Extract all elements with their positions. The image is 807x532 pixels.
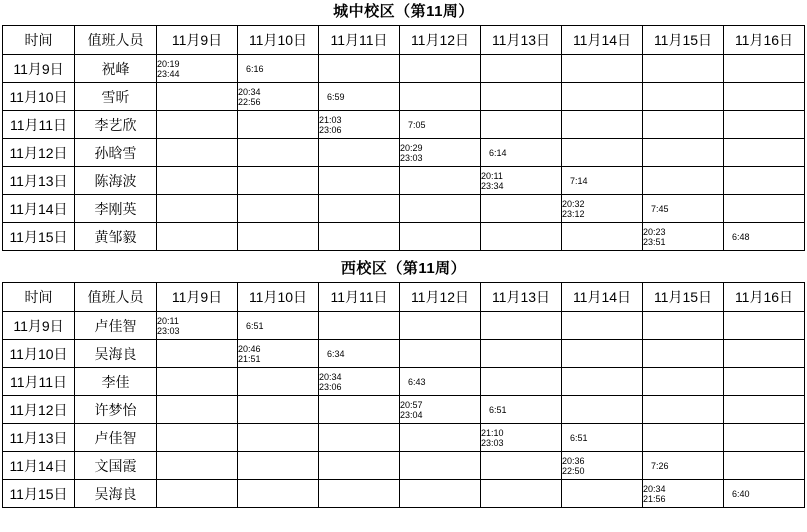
duty-cell (481, 111, 562, 139)
duty-cell (562, 167, 643, 195)
duty-time: 20:11 (481, 170, 503, 181)
schedule-table-chengzhong (2, 25, 805, 251)
duty-cell (643, 424, 724, 452)
duty-cell (400, 424, 481, 452)
duty-time: 23:03 (400, 152, 423, 163)
duty-cell (724, 195, 805, 223)
duty-cell (481, 167, 562, 195)
duty-cell (238, 55, 319, 83)
duty-cell (157, 139, 238, 167)
duty-cell (400, 83, 481, 111)
duty-cell (643, 480, 724, 508)
row-person: 吴海良 (75, 480, 157, 508)
duty-cell (481, 55, 562, 83)
duty-cell (238, 452, 319, 480)
duty-cell (724, 340, 805, 368)
duty-cell (400, 167, 481, 195)
header-time: 时间 (3, 283, 75, 312)
duty-cell (400, 111, 481, 139)
table-row (3, 452, 805, 480)
duty-cell (157, 223, 238, 251)
duty-cell (724, 139, 805, 167)
header-day-3: 11月11日 (319, 283, 400, 312)
duty-time: 20:57 (400, 399, 423, 410)
duty-cell (238, 139, 319, 167)
duty-time: 6:48 (732, 231, 750, 242)
table-row (3, 55, 805, 83)
duty-time: 6:51 (246, 320, 264, 331)
duty-time: 23:34 (481, 180, 504, 191)
duty-cell (481, 480, 562, 508)
header-day-3: 11月11日 (319, 26, 400, 55)
duty-cell (562, 452, 643, 480)
duty-cell (319, 223, 400, 251)
row-person: 李艺欣 (75, 111, 157, 139)
header-day-5: 11月13日 (481, 26, 562, 55)
table-row (3, 424, 805, 452)
header-day-7: 11月15日 (643, 26, 724, 55)
duty-cell (562, 55, 643, 83)
duty-time: 20:11 (157, 315, 179, 326)
duty-cell (400, 480, 481, 508)
duty-time: 21:51 (238, 353, 261, 364)
duty-time: 23:04 (400, 409, 423, 420)
table-body (3, 283, 805, 508)
duty-cell (319, 139, 400, 167)
row-date: 11月10日 (3, 83, 75, 111)
duty-cell (319, 111, 400, 139)
duty-cell (643, 195, 724, 223)
table-row (3, 396, 805, 424)
duty-cell (481, 340, 562, 368)
section-xi (0, 257, 807, 508)
table-row (3, 167, 805, 195)
duty-cell (643, 340, 724, 368)
row-date: 11月10日 (3, 340, 75, 368)
row-person: 祝峰 (75, 55, 157, 83)
header-day-5: 11月13日 (481, 283, 562, 312)
duty-cell (157, 167, 238, 195)
duty-cell (481, 312, 562, 340)
duty-cell (319, 424, 400, 452)
duty-cell (643, 167, 724, 195)
header-day-4: 11月12日 (400, 283, 481, 312)
duty-cell (238, 195, 319, 223)
duty-cell (562, 396, 643, 424)
duty-cell (643, 55, 724, 83)
duty-cell (562, 195, 643, 223)
duty-cell (238, 480, 319, 508)
duty-cell (400, 340, 481, 368)
duty-time: 22:56 (238, 96, 261, 107)
duty-cell (481, 396, 562, 424)
duty-cell (481, 83, 562, 111)
duty-cell (562, 139, 643, 167)
row-date: 11月13日 (3, 167, 75, 195)
duty-time: 6:51 (570, 432, 588, 443)
duty-time: 20:46 (238, 343, 261, 354)
duty-time: 6:34 (327, 348, 345, 359)
row-person: 许梦怡 (75, 396, 157, 424)
duty-cell (643, 368, 724, 396)
duty-cell (319, 480, 400, 508)
table-row (3, 139, 805, 167)
duty-cell (157, 424, 238, 452)
duty-cell (238, 396, 319, 424)
row-date: 11月11日 (3, 111, 75, 139)
duty-cell (400, 396, 481, 424)
duty-cell (562, 480, 643, 508)
row-date: 11月15日 (3, 223, 75, 251)
duty-time: 20:32 (562, 198, 585, 209)
duty-cell (400, 312, 481, 340)
duty-cell (562, 312, 643, 340)
duty-cell (238, 312, 319, 340)
duty-cell (724, 55, 805, 83)
schedule-table-xi (2, 282, 805, 508)
table-header-row (3, 26, 805, 55)
duty-time: 7:14 (570, 175, 588, 186)
header-day-1: 11月9日 (157, 26, 238, 55)
row-person: 李刚英 (75, 195, 157, 223)
table-row (3, 340, 805, 368)
row-date: 11月14日 (3, 452, 75, 480)
duty-time: 6:51 (489, 404, 507, 415)
row-date: 11月14日 (3, 195, 75, 223)
table-header-row (3, 283, 805, 312)
duty-cell (562, 368, 643, 396)
duty-cell (400, 55, 481, 83)
duty-cell (238, 424, 319, 452)
duty-cell (724, 452, 805, 480)
duty-cell (643, 83, 724, 111)
duty-cell (157, 55, 238, 83)
duty-cell (562, 424, 643, 452)
duty-time: 20:19 (157, 58, 180, 69)
section-chengzhong (0, 0, 807, 251)
duty-cell (238, 223, 319, 251)
duty-cell (400, 223, 481, 251)
duty-time: 6:16 (246, 63, 264, 74)
duty-cell (562, 223, 643, 251)
duty-cell (562, 111, 643, 139)
duty-cell (724, 312, 805, 340)
row-date: 11月11日 (3, 368, 75, 396)
duty-time: 23:03 (481, 437, 504, 448)
header-day-7: 11月15日 (643, 283, 724, 312)
header-day-6: 11月14日 (562, 26, 643, 55)
row-date: 11月9日 (3, 55, 75, 83)
row-person: 孙晗雪 (75, 139, 157, 167)
duty-cell (319, 195, 400, 223)
header-day-2: 11月10日 (238, 283, 319, 312)
duty-cell (157, 452, 238, 480)
duty-cell (724, 167, 805, 195)
duty-cell (319, 83, 400, 111)
row-person: 雪昕 (75, 83, 157, 111)
duty-cell (319, 340, 400, 368)
header-person: 值班人员 (75, 283, 157, 312)
row-date: 11月13日 (3, 424, 75, 452)
table-row (3, 368, 805, 396)
header-day-6: 11月14日 (562, 283, 643, 312)
table-row (3, 195, 805, 223)
duty-cell (724, 111, 805, 139)
duty-cell (319, 368, 400, 396)
duty-cell (724, 396, 805, 424)
duty-cell (157, 480, 238, 508)
duty-cell (643, 312, 724, 340)
duty-cell (157, 83, 238, 111)
duty-time: 21:03 (319, 114, 342, 125)
duty-cell (481, 368, 562, 396)
row-person: 吴海良 (75, 340, 157, 368)
header-time: 时间 (3, 26, 75, 55)
header-day-8: 11月16日 (724, 283, 805, 312)
row-date: 11月9日 (3, 312, 75, 340)
duty-time: 20:34 (643, 483, 666, 494)
duty-cell (400, 368, 481, 396)
row-person: 文国霞 (75, 452, 157, 480)
duty-cell (481, 452, 562, 480)
table-body (3, 26, 805, 251)
row-date: 11月12日 (3, 139, 75, 167)
header-day-8: 11月16日 (724, 26, 805, 55)
duty-cell (643, 139, 724, 167)
duty-cell (157, 195, 238, 223)
duty-time: 7:45 (651, 203, 669, 214)
duty-cell (562, 83, 643, 111)
duty-cell (481, 195, 562, 223)
duty-cell (319, 396, 400, 424)
duty-time: 6:59 (327, 91, 345, 102)
duty-time: 23:03 (157, 325, 180, 336)
duty-cell (481, 139, 562, 167)
header-day-4: 11月12日 (400, 26, 481, 55)
duty-cell (724, 368, 805, 396)
duty-time: 23:06 (319, 124, 342, 135)
duty-cell (724, 83, 805, 111)
duty-time: 23:12 (562, 208, 585, 219)
row-person: 卢佳智 (75, 312, 157, 340)
row-person: 李佳 (75, 368, 157, 396)
header-person: 值班人员 (75, 26, 157, 55)
duty-time: 21:56 (643, 493, 666, 504)
duty-time: 7:26 (651, 460, 669, 471)
row-person: 陈海波 (75, 167, 157, 195)
duty-cell (481, 223, 562, 251)
duty-cell (238, 340, 319, 368)
row-person: 黄邹毅 (75, 223, 157, 251)
duty-time: 6:14 (489, 147, 507, 158)
duty-cell (724, 424, 805, 452)
section-title: 城中校区（第11周） (333, 3, 474, 20)
table-row (3, 83, 805, 111)
duty-time: 6:43 (408, 376, 426, 387)
duty-cell (400, 195, 481, 223)
duty-cell (319, 312, 400, 340)
duty-cell (643, 452, 724, 480)
duty-cell (724, 480, 805, 508)
table-row (3, 111, 805, 139)
duty-cell (319, 452, 400, 480)
section-title: 西校区（第11周） (340, 260, 467, 277)
duty-cell (157, 312, 238, 340)
duty-time: 23:06 (319, 381, 342, 392)
duty-cell (238, 368, 319, 396)
duty-time: 20:36 (562, 455, 585, 466)
duty-cell (157, 368, 238, 396)
table-row (3, 223, 805, 251)
duty-cell (319, 167, 400, 195)
duty-cell (643, 223, 724, 251)
duty-time: 21:10 (481, 427, 504, 438)
duty-time: 22:50 (562, 465, 585, 476)
row-date: 11月15日 (3, 480, 75, 508)
header-day-2: 11月10日 (238, 26, 319, 55)
duty-cell (238, 167, 319, 195)
duty-cell (562, 340, 643, 368)
duty-cell (643, 111, 724, 139)
duty-time: 6:40 (732, 488, 750, 499)
duty-time: 20:23 (643, 226, 666, 237)
row-person: 卢佳智 (75, 424, 157, 452)
duty-cell (724, 223, 805, 251)
duty-time: 23:51 (643, 236, 666, 247)
table-row (3, 312, 805, 340)
duty-time: 20:29 (400, 142, 423, 153)
row-date: 11月12日 (3, 396, 75, 424)
duty-cell (157, 111, 238, 139)
duty-cell (319, 55, 400, 83)
duty-cell (481, 424, 562, 452)
header-day-1: 11月9日 (157, 283, 238, 312)
duty-cell (400, 139, 481, 167)
table-row (3, 480, 805, 508)
duty-cell (400, 452, 481, 480)
duty-cell (643, 396, 724, 424)
duty-cell (238, 111, 319, 139)
duty-time: 7:05 (408, 119, 426, 130)
duty-cell (157, 396, 238, 424)
duty-cell (238, 83, 319, 111)
duty-cell (157, 340, 238, 368)
duty-time: 20:34 (238, 86, 261, 97)
duty-time: 20:34 (319, 371, 342, 382)
duty-time: 23:44 (157, 68, 180, 79)
